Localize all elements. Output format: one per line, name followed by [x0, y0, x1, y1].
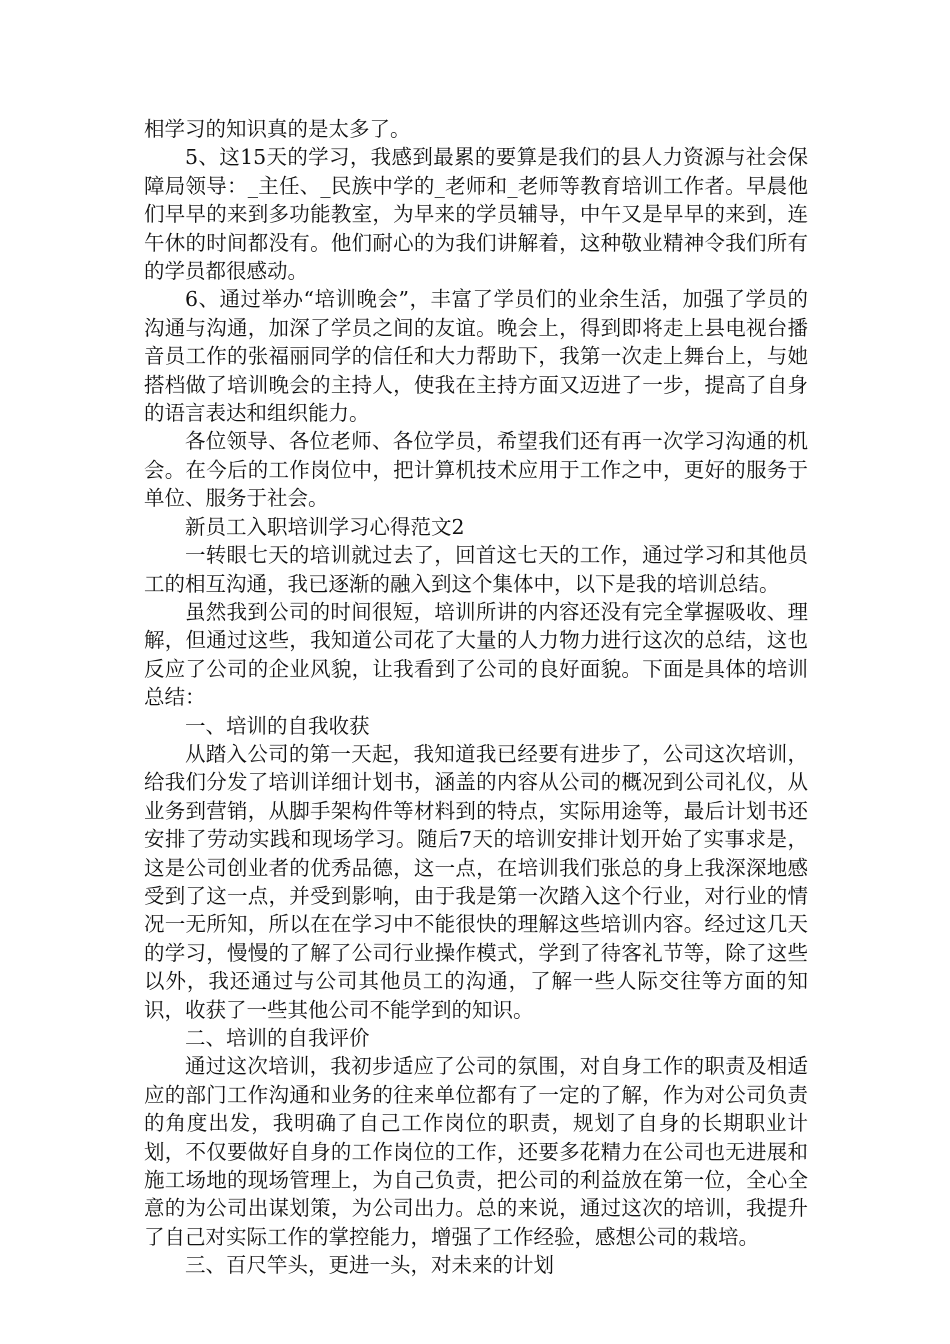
- paragraph-gains: 从踏入公司的第一天起，我知道我已经要有进步了，公司这次培训，给我们分发了培训详细计划书，涵盖的内容从公司的概况到公司礼仪，从业务到营销，从脚手架构件等材料到的特点，实际用途等，最后计划书还安排了劳动实践和现场学习。随后7天的培训安排计划开始了实事求是，这是公司创业者的优秀品德，这一点，在培训我们张总的身上我深深地感受到了这一点，并受到影响，由于我是第一次踏入这个行业，对行业的情况一无所知，所以在在学习中不能很快的理解这些培训内容。经过这几天的学习，慢慢的了解了公司行业操作模式，学到了待客礼节等，除了这些以外，我还通过与公司其他员工的沟通，了解一些人际交往等方面的知识，收获了一些其他公司不能学到的知识。: [144, 741, 808, 1022]
- paragraph-intro: 一转眼七天的培训就过去了，回首这七天的工作，通过学习和其他员工的相互沟通，我已逐渐的融入到这个集体中，以下是我的培训总结。: [144, 543, 808, 596]
- heading-gains: 一、培训的自我收获: [185, 713, 370, 738]
- document-body: [144, 115, 808, 1280]
- paragraph-continuation: 相学习的知识真的是太多了。: [144, 117, 411, 141]
- section-title: 新员工入职培训学习心得范文2: [185, 514, 465, 539]
- heading-self-evaluation: 二、培训的自我评价: [185, 1026, 370, 1050]
- heading-future-plan: 三、百尺竿头，更进一头，对未来的计划: [185, 1253, 554, 1278]
- paragraph-closing: 各位领导、各位老师、各位学员，希望我们还有再一次学习沟通的机会。在今后的工作岗位中，把计算机技术应用于工作之中，更好的服务于单位、服务于社会。: [144, 429, 808, 511]
- paragraph-self-evaluation: 通过这次培训，我初步适应了公司的氛围，对自身工作的职责及相适应的部门工作沟通和业务的往来单位都有了一定的了解，作为对公司负责的角度出发，我明确了自己工作岗位的职责，规划了自身的长期职业计划，不仅要做好自身的工作岗位的工作，还要多花精力在公司也无进展和施工场地的现场管理上，为自己负责，把公司的利益放在第一位，全心全意的为公司出谋划策，为公司出力。总的来说，通过这次的培训，我提升了自己对实际工作的掌控能力，增强了工作经验，感想公司的栽培。: [144, 1054, 808, 1249]
- paragraph-item-6: 6、通过举办“培训晚会”，丰富了学员们的业余生活，加强了学员的沟通与沟通，加深了学员之间的友谊。晚会上，得到即将走上县电视台播音员工作的张福丽同学的信任和大力帮助下，我第一次走上舞台上，与她搭档做了培训晚会的主持人，使我在主持方面又迈进了一步，提高了自身的语言表达和组织能力。: [144, 287, 808, 426]
- paragraph-item-5: 5、这15天的学习，我感到最累的要算是我们的县人力资源与社会保障局领导：_主任、_民族中学的_老师和_老师等教育培训工作者。早晨他们早早的来到多功能教室，为早来的学员辅导，中午又是早早的来到，连午休的时间都没有。他们耐心的为我们讲解着，这种敬业精神令我们所有的学员都很感动。: [144, 145, 808, 284]
- paragraph-overview: 虽然我到公司的时间很短，培训所讲的内容还没有完全掌握吸收、理解，但通过这些，我知道公司花了大量的人力物力进行这次的总结，这也反应了公司的企业风貌，让我看到了公司的良好面貌。下面是具体的培训总结：: [144, 599, 808, 710]
